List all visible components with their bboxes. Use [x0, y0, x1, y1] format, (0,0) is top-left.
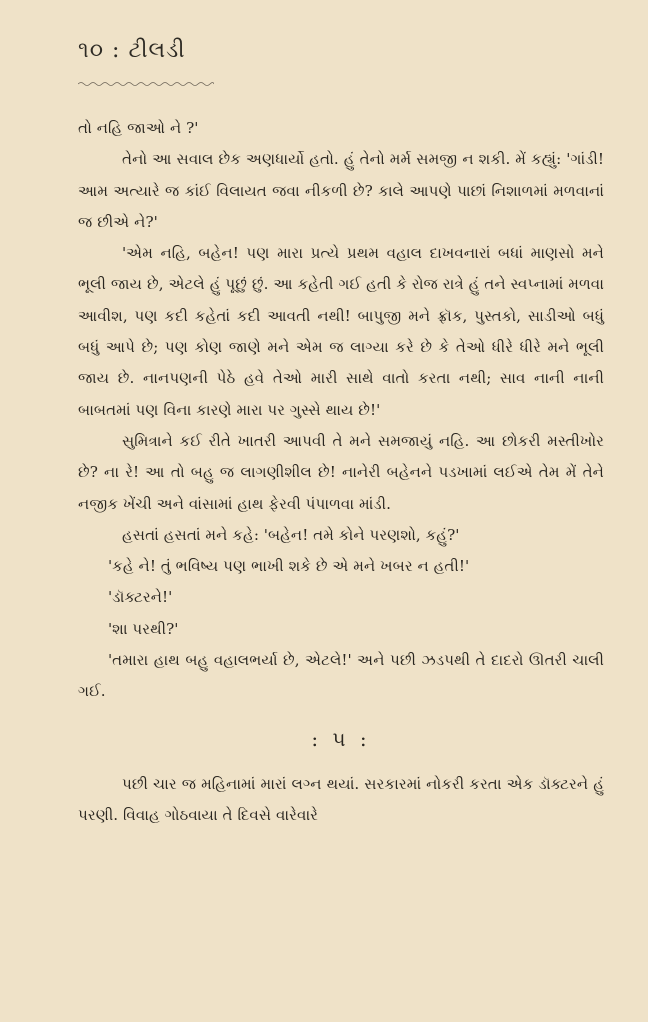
- paragraph-continuation: તો નહિ જાઓ ને ?': [78, 119, 199, 137]
- paragraph: તેનો આ સવાલ છેક અણધાર્યો હતો. હું તેનો મર્મ સમજી ન શકી. મેં કહ્યું: 'ગાંડી! આમ અત્યારે જ કાંઈ વિલાયત જવા નીકળી છે? કાલે આપણે પાછાં નિશાળમાં મળવાનાં જ છીએ ને?': [78, 150, 604, 231]
- paragraph: 'એમ નહિ, બહેન! પણ મારા પ્રત્યે પ્રથમ વહાલ દાખવનારાં બધાં માણસો મને ભૂલી જાય છે, એટલે હું પૂછું છું. આ કહેતી ગઈ હતી કે રોજ રાત્રે હું તને સ્વપ્નામાં મળવા આવીશ, પણ કદી કહેતાં કદી આવતી નથી! બાપુજી મને ફ્રૉક, પુસ્તકો, સાડીઓ બધું બધું આપે છે; પણ કોણ જાણે મને એમ જ લાગ્યા કરે છે કે તેઓ ધીરે ધીરે મને ભૂલી જાય છે. નાનપણની પેઠે હવે તેઓ મારી સાથે વાતો કરતા નથી; સાવ નાની નાની બાબતમાં પણ વિના કારણે મારા પર ગુસ્સે થાય છે!': [78, 244, 604, 419]
- running-title: ટીલડી: [128, 38, 186, 63]
- paragraph: સુમિત્રાને કઈ રીતે ખાતરી આપવી તે મને સમજાયું નહિ. આ છોકરી મસ્તીખોર છે? ના રે! આ તો બહુ જ લાગણીશીલ છે! નાનેરી બહેનને પડખામાં લઈએ તેમ મેં તેને નજીક ખેંચી અને વાંસામાં હાથ ફેરવી પંપાળવા માંડી.: [78, 431, 604, 513]
- page-number: ૧૦: [78, 38, 105, 63]
- paragraph: હસતાં હસતાં મને કહે: 'બહેન! તમે કોને પરણશો, કહું?': [122, 525, 460, 544]
- dialogue-line: 'શા પરથી?': [108, 619, 179, 638]
- header-wavy-rule: [78, 81, 214, 87]
- section-number: : ૫ :: [311, 726, 371, 751]
- body-text: [78, 113, 604, 832]
- dialogue-line: 'કહે ને! તું ભવિષ્ય પણ ભાખી શકે છે એ મને ખબર ન હતી!': [108, 557, 470, 576]
- paragraph: પછી ચાર જ મહિનામાં મારાં લગ્ન થયાં. સરકારમાં નોકરી કરતા એક ડૉક્ટરને હું પરણી. વિવાહ ગોઠવાયા તે દિવસે વારેવારે: [78, 774, 604, 825]
- dialogue-line: 'ડૉક્ટરને!': [108, 588, 173, 607]
- header-separator: :: [112, 38, 121, 63]
- dialogue-line: 'તમારા હાથ બહુ વહાલભર્યા છે, એટલે!' અને પછી ઝડપથી તે દાદરો ઊતરી ચાલી ગઈ.: [78, 651, 604, 701]
- running-header: [78, 38, 604, 72]
